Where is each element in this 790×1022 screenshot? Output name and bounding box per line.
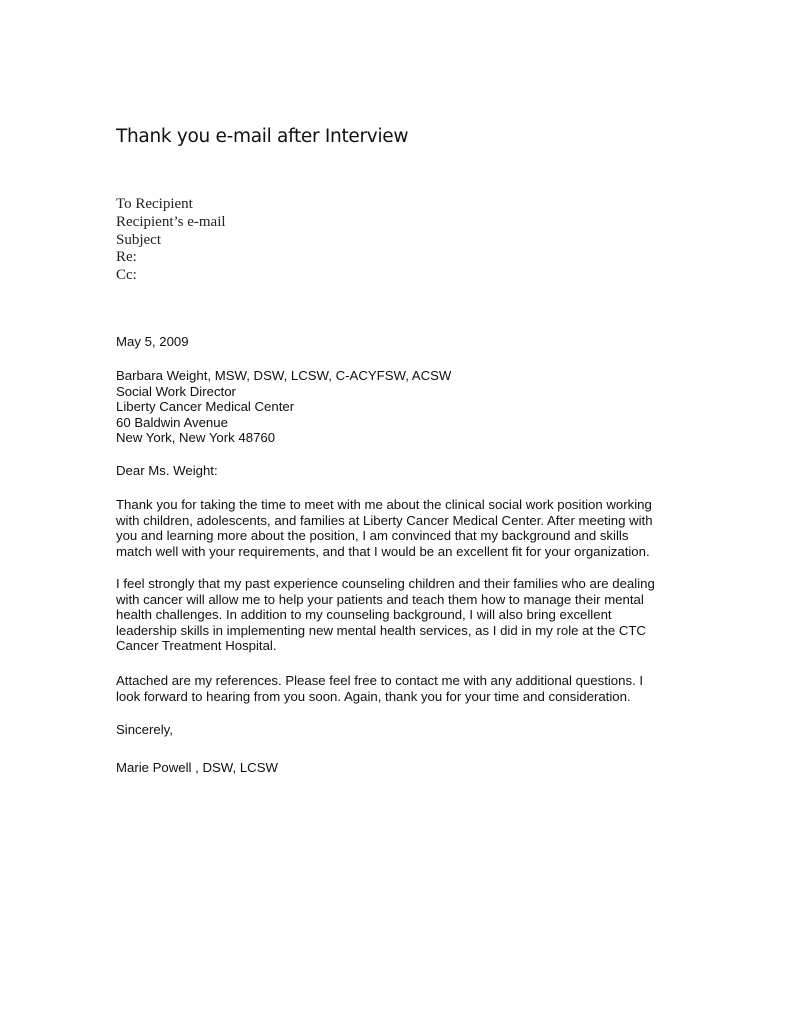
recipient-city-state-zip: New York, New York 48760: [116, 430, 276, 446]
recipient-email-field: Recipient’s e-mail: [116, 213, 226, 230]
recipient-organization: Liberty Cancer Medical Center: [116, 399, 295, 415]
recipient-address-block: [116, 368, 451, 446]
salutation: Dear Ms. Weight:: [116, 463, 218, 478]
paragraph-line: with cancer will allow me to help your patients and teach them how to manage their mental: [116, 591, 644, 607]
email-header-block: [116, 196, 226, 285]
recipient-position: Social Work Director: [116, 383, 236, 399]
re-field: Re:: [116, 249, 137, 266]
paragraph-line: health challenges. In addition to my counseling background, I will also bring excellent: [116, 607, 612, 623]
recipient-name: Barbara Weight, MSW, DSW, LCSW, C-ACYFSW, ACSW: [116, 368, 452, 383]
subject-field: Subject: [116, 231, 161, 248]
paragraph-line: Cancer Treatment Hospital.: [116, 638, 277, 654]
recipient-street: 60 Baldwin Avenue: [116, 414, 228, 430]
to-recipient-field: To Recipient: [116, 196, 193, 212]
document-title: Thank you e-mail after Interview: [116, 126, 409, 147]
paragraph-line: Thank you for taking the time to meet with me about the clinical social work position working: [116, 497, 652, 512]
paragraph-line: look forward to hearing from you soon. Again, thank you for your time and consideration.: [116, 688, 631, 704]
signature: Marie Powell , DSW, LCSW: [116, 760, 278, 775]
body-paragraph-3: [116, 673, 676, 704]
body-paragraph-2: [116, 576, 676, 654]
paragraph-line: I feel strongly that my past experience counseling children and their families who are dealing: [116, 576, 655, 591]
closing: Sincerely,: [116, 722, 173, 737]
paragraph-line: match well with your requirements, and that I would be an excellent fit for your organization.: [116, 543, 650, 559]
paragraph-line: you and learning more about the position, I am convinced that my background and skills: [116, 528, 629, 544]
paragraph-line: leadership skills in implementing new mental health services, as I did in my role at the CTC: [116, 622, 646, 638]
body-paragraph-1: [116, 497, 676, 559]
paragraph-line: Attached are my references. Please feel free to contact me with any additional questions. I: [116, 673, 644, 688]
paragraph-line: with children, adolescents, and families at Liberty Cancer Medical Center. After meeting with: [116, 512, 653, 528]
cc-field: Cc:: [116, 267, 137, 284]
letter-date: May 5, 2009: [116, 334, 189, 349]
